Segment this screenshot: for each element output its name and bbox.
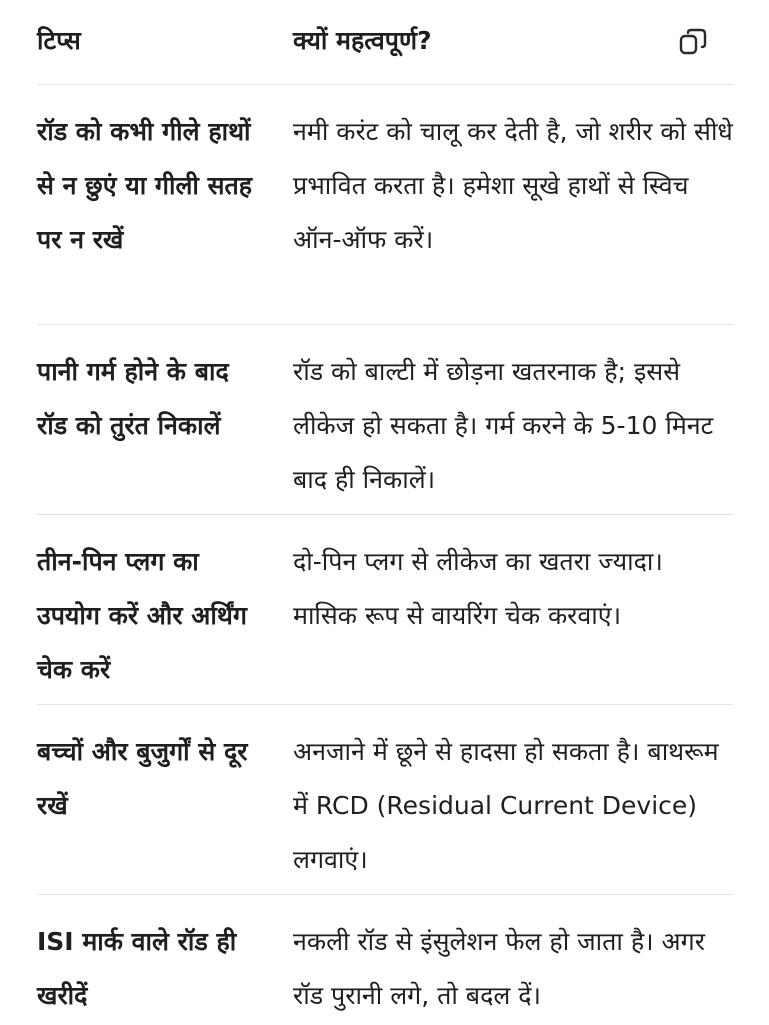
reason-cell: नमी करंट को चालू कर देती है, जो शरीर को सीधे प्रभावित करता है। हमेशा सूखे हाथों से स्विच ऑन-ऑफ करें। [293, 117, 733, 254]
tip-cell: तीन-पिन प्लग का उपयोग करें और अर्थिंग चेक करें [37, 547, 247, 684]
tip-cell: ISI मार्क वाले रॉड ही खरीदें [37, 927, 237, 1010]
reason-cell: अनजाने में छूने से हादसा हो सकता है। बाथरूम में RCD (Residual Current Device) लगवाएं। [293, 737, 719, 874]
tip-cell: बच्चों और बुजुर्गों से दूर रखें [37, 737, 248, 820]
table-row [37, 895, 733, 1025]
safety-tips-table [37, 0, 733, 1025]
reason-cell: नकली रॉड से इंसुलेशन फेल हो जाता है। अगर रॉड पुरानी लगे, तो बदल दें। [293, 927, 705, 1010]
table-row [37, 85, 733, 325]
copy-icon [678, 27, 708, 57]
tip-cell: पानी गर्म होने के बाद रॉड को तुरंत निकालें [37, 357, 229, 440]
table-row [37, 705, 733, 895]
table-row [37, 325, 733, 515]
table-header-row [37, 0, 733, 85]
copy-table-button[interactable] [678, 27, 708, 57]
reason-cell: दो-पिन प्लग से लीकेज का खतरा ज्यादा। मासिक रूप से वायरिंग चेक करवाएं। [293, 547, 663, 630]
reason-cell: रॉड को बाल्टी में छोड़ना खतरनाक है; इससे लीकेज हो सकता है। गर्म करने के 5-10 मिनट बाद ही निकालें। [293, 357, 714, 494]
header-tips: टिप्स [37, 26, 81, 55]
header-why-important: क्यों महत्वपूर्ण? [293, 26, 432, 55]
tip-cell: रॉड को कभी गीले हाथों से न छुएं या गीली सतह पर न रखें [37, 117, 253, 254]
table-row [37, 515, 733, 705]
